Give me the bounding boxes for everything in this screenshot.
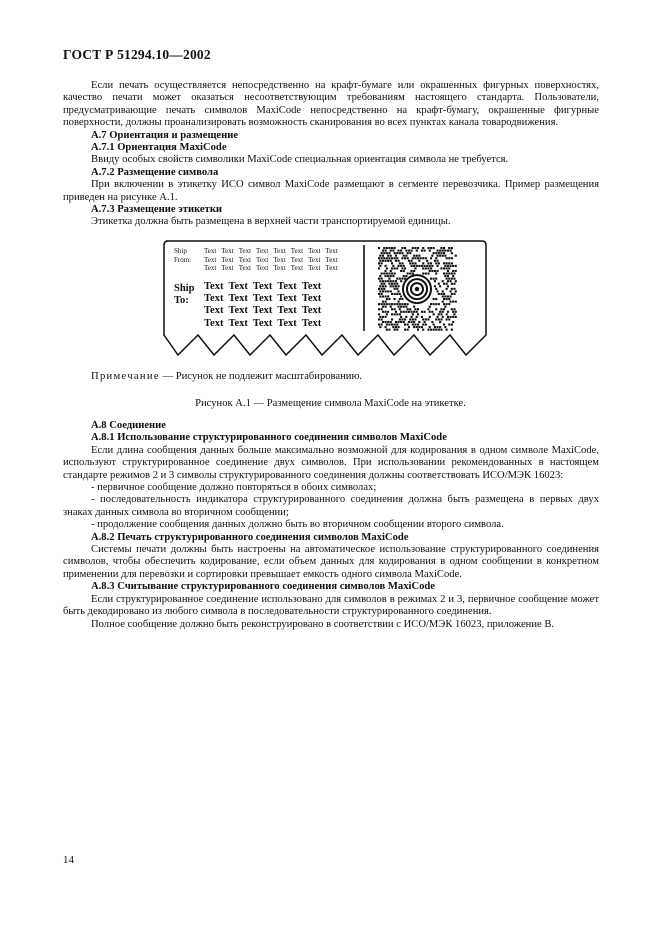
label-word: Text [238, 247, 252, 255]
label-word: Text [221, 264, 234, 273]
label-word: Text [273, 255, 286, 264]
label-word: Text [277, 281, 297, 292]
note-label: Примечание [91, 371, 160, 382]
paragraph-a7-3: Этикетка должна быть размещена в верхней части транспортируемой единицы. [91, 216, 451, 228]
label-word: Text [221, 247, 234, 255]
paragraph-a8-1: Если длина сообщения данных больше максимально возможной для кодирования в одном символе MaxiCode, используют структурированное соединение двух символов. При использовании рекомендованных в настоящем стандарте режимов 2 и 3 символы структурированного соединения должны соответствовать ИСО/МЭК 16023: [63, 444, 599, 481]
label-word: Text [228, 317, 248, 329]
label-word: Text [301, 293, 322, 305]
heading-a7-2: А.7.2 Размещение символа [91, 166, 219, 178]
label-word: Text [221, 255, 234, 264]
label-word: Text [301, 281, 322, 292]
label-word: Text [204, 255, 217, 264]
figure-note [91, 371, 362, 382]
paragraph-a8-2: Системы печати должны быть настроены на автоматическое использование структурированного соединения символов, чтобы обеспечить кодирование, если объем данных для кодирования в одном сообщении в конкретном применении для перевозки и сортировки превышает емкость одного символа MaxiCode. [63, 544, 599, 580]
label-word: Text [325, 255, 338, 264]
label-word: Text [238, 264, 252, 273]
label-word: Text [277, 293, 297, 305]
ship-from-label: Ship From: [174, 247, 192, 264]
label-word: Text [252, 317, 273, 329]
label-word: Text [252, 281, 273, 292]
page-header: ГОСТ Р 51294.10—2002 [63, 47, 211, 62]
figure-caption: Рисунок А.1 — Размещение символа MaxiCode на этикетке. [195, 398, 466, 409]
heading-a7-3: А.7.3 Размещение этикетки [91, 204, 223, 216]
paragraph-a7-2: При включении в этикетку ИСО символ MaxiCode размещают в сегменте перевозчика. Пример размещения приведен на рисунке А.1. [63, 179, 599, 203]
label-word: Text [204, 247, 217, 255]
label-word: Text [325, 264, 338, 273]
intro-paragraph: Если печать осуществляется непосредственно на крафт-бумаге или окрашенных фигурных поверхностях, качество печати может оказаться несоответствующим требованиям настоящего стандарта. Пользователи, предусматривающие печать символов MaxiCode непосредственно на крафт-бумагу, окрашенные фигурные поверхности, должны проанализировать возможность сканирования во всех пунктах канала товародвижения. [63, 80, 599, 129]
label-text-row [204, 318, 326, 330]
label-word: Text [256, 255, 269, 264]
list-item-2: - последовательность индикатора структурированного соединения должна быть размещена в первых двух знаках данных символа во вторичном сообщении; [63, 494, 599, 518]
heading-a8: А.8 Соединение [91, 420, 166, 431]
label-word: Text [204, 305, 224, 317]
label-word: Text [273, 247, 286, 255]
label-word: Text [277, 305, 297, 317]
maxicode-symbol [378, 247, 457, 331]
label-word: Text [204, 264, 217, 273]
paragraph-a7-1: Ввиду особых свойств символики MaxiCode специальная ориентация символа не требуется. [91, 154, 509, 166]
note-dash: — [159, 371, 176, 382]
heading-a7: А.7 Ориентация и размещение [91, 129, 239, 141]
heading-a7-1: А.7.1 Ориентация MaxiCode [91, 142, 227, 154]
label-word: Text [301, 305, 322, 317]
label-word: Text [290, 255, 304, 264]
ship-from-text-block [204, 247, 343, 273]
label-word: Text [228, 293, 248, 305]
label-text-row [204, 281, 326, 293]
paragraph-a8-3: Если структурированное соединение использовано для символов в режимах 2 и 3, первичное сообщение может быть декодировано из любого символа в последовательности структурированного соединения. [63, 593, 599, 618]
label-word: Text [252, 293, 273, 305]
label-word: Text [308, 264, 321, 273]
label-word: Text [301, 317, 322, 329]
label-word: Text [256, 264, 269, 273]
label-word: Text [252, 305, 273, 317]
label-word: Text [277, 317, 297, 329]
label-word: Text [228, 281, 248, 292]
label-word: Text [204, 293, 224, 305]
label-word: Text [308, 247, 321, 255]
shipping-label-figure [160, 237, 490, 367]
label-word: Text [308, 255, 321, 264]
ship-to-text-block [204, 281, 326, 330]
paragraph-a8-3b: Полное сообщение должно быть реконструировано в соответствии с ИСО/МЭК 16023, приложение В. [91, 618, 555, 630]
label-text-row [204, 305, 326, 317]
label-text-row [204, 247, 343, 256]
label-word: Text [273, 264, 286, 273]
list-item-3: - продолжение сообщения данных должно быть во вторичном сообщении второго символа. [91, 519, 504, 531]
label-text-row [204, 293, 326, 305]
page-number: 14 [63, 854, 74, 866]
label-word: Text [204, 281, 224, 292]
label-text-row [204, 264, 343, 273]
label-word: Text [290, 247, 304, 255]
label-word: Text [256, 247, 269, 255]
label-word: Text [290, 264, 304, 273]
label-word: Text [204, 317, 224, 329]
section-a7 [63, 80, 599, 229]
ship-to-label: Ship To: [174, 283, 195, 307]
label-word: Text [228, 305, 248, 317]
label-word: Text [325, 247, 338, 255]
section-a8 [63, 420, 599, 631]
heading-a8-3: А.8.3 Считывание структурированного соединения символов MaxiCode [91, 581, 435, 593]
label-text-row [204, 256, 343, 265]
label-word: Text [238, 255, 252, 264]
heading-a8-1: А.8.1 Использование структурированного соединения символов MaxiCode [91, 432, 447, 444]
list-item-1: - первичное сообщение должно повторяться в обоих символах; [91, 482, 377, 494]
note-text: Рисунок не подлежит масштабированию. [175, 371, 363, 382]
heading-a8-2: А.8.2 Печать структурированного соединения символов MaxiCode [91, 531, 409, 543]
